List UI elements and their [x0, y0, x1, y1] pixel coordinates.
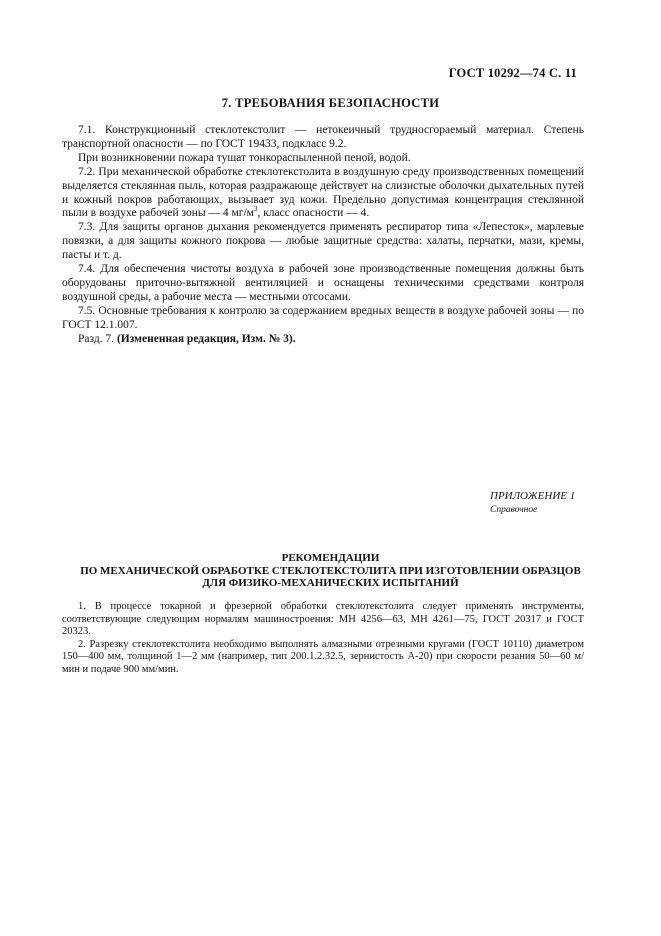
rec-title-line-2: ПО МЕХАНИЧЕСКОЙ ОБРАБОТКЕ СТЕКЛОТЕКСТОЛИТА ПРИ ИЗГОТОВЛЕНИИ ОБРАЗЦОВ [80, 564, 581, 577]
rec-title-line-3: ДЛЯ ФИЗИКО-МЕХАНИЧЕСКИХ ИСПЫТАНИЙ [202, 577, 459, 589]
paragraph-7-2-text: 7.2. При механической обработке стеклотекстолита в воздушную среду производственных помещений выделяется стеклянная пыль, которая раздражающе действует на слизистые оболочки дыхательных путей и кожный покров работающих, вызывает зуд кожи. Предельно допустимая концентрация стеклянной пыли в воздухе рабочей зоны — 4 мг/м [62, 165, 584, 220]
paragraph-fire: При возникновении пожара тушат тонкораспыленной пеной, водой. [78, 151, 411, 164]
paragraph-7-2-tail: , класс опасности — 4. [257, 207, 370, 220]
recommendations-body [62, 601, 584, 677]
section-title: 7. ТРЕБОВАНИЯ БЕЗОПАСНОСТИ [221, 96, 440, 110]
paragraph-7-4: 7.4. Для обеспечения чистоты воздуха в рабочей зоне производственные помещения должны быть оборудованы приточно-вытяжной вентиляцией и оснащены техническими средствами контроля воздушной среды, а рабочие места — местными отсосами. [62, 263, 584, 303]
paragraph-7-5: 7.5. Основные требования к контролю за содержанием вредных веществ в воздухе рабочей зоны — по ГОСТ 12.1.007. [62, 304, 584, 331]
amendment-bold: (Измененная редакция, Изм. № 3). [116, 332, 296, 345]
amendment-prefix: Разд. 7. [78, 332, 115, 345]
paragraph-7-2 [62, 166, 584, 222]
rec-paragraph-2: 2. Разрезку стеклотекстолита необходимо выполнять алмазными отрезными кругами (ГОСТ 10110) диаметром 150—400 мм, толщиной 1—2 мм (например, тип 200.1.2.32.5, зернистость А-20) при скорости резания 50—60 м/мин и подаче 900 мм/мин. [62, 638, 584, 675]
paragraph-7-3: 7.3. Для защиты органов дыхания рекомендуется применять респиратор типа «Лепесток», марлевые повязки, а для защиты кожного покрова — любые защитные средства: халаты, перчатки, мази, кремы, пасты и т. д. [62, 221, 584, 262]
appendix-subtitle: Справочное [490, 505, 538, 515]
superscript-3: 3 [253, 205, 258, 214]
section-body [62, 124, 584, 347]
recommendations-title [40, 552, 621, 590]
appendix-title: ПРИЛОЖЕНИЕ 1 [490, 490, 576, 502]
amendment-note [62, 333, 584, 347]
appendix-label [490, 489, 575, 517]
rec-title-line-1: РЕКОМЕНДАЦИИ [281, 552, 380, 564]
page-header: ГОСТ 10292—74 С. 11 [448, 66, 577, 80]
paragraph-7-1: 7.1. Конструкционный стеклотекстолит — нетокеичный трудносгораемый материал. Степень транспортной опасности — по ГОСТ 19433, подкласс 9.2. [62, 124, 584, 150]
rec-paragraph-1: 1. В процессе токарной и фрезерной обработки стеклотекстолита следует применять инструменты, соответствующие следующим нормалям машиностроения: МН 4256—63, МН 4261—75, ГОСТ 20317 и ГОСТ 20323. [62, 601, 584, 638]
